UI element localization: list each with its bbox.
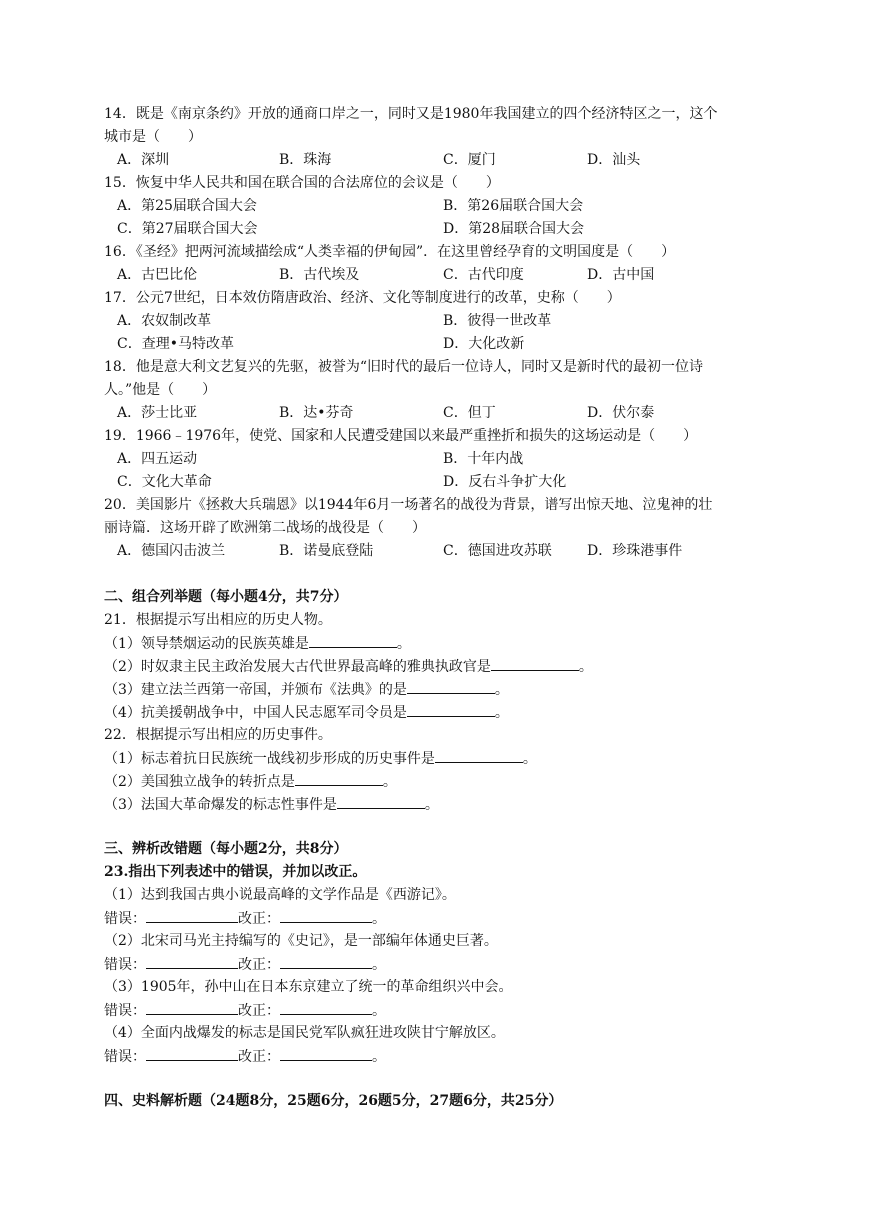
answer-blank[interactable] [407,703,495,717]
q20-option-c: C．德国进攻苏联 [443,543,552,559]
q17-option-c: C．查理•马特改革 [117,336,234,352]
q18-option-b: B．达•芬奇 [279,405,354,421]
q18-option-a: A．莎士比亚 [117,405,198,421]
correction-blank[interactable] [280,955,372,969]
q20-option-d: D．珍珠港事件 [587,543,683,559]
q16-option-c: C．古代印度 [443,267,524,283]
q19-option-c: C．文化大革命 [117,474,212,490]
question-14-line-1: 14．既是《南京条约》开放的通商口岸之一，同时又是1980年我国建立的四个经济特区之一，这个 [104,106,718,122]
question-17: 17．公元7世纪，日本效仿隋唐政治、经济、文化等制度进行的改革，史称（ ） [104,290,621,306]
error-blank[interactable] [146,1001,238,1015]
q23-answer-row: 错误： 改正： 。 [104,1049,386,1065]
question-20-line-1: 20．美国影片《拯救大兵瑞恩》以1944年6月一场著名的战役为背景，谱写出惊天地、泣鬼神的壮 [104,497,713,513]
question-19: 19．1966﹣1976年，使党、国家和人民遭受建国以来最严重挫折和损失的这场运动是（ ） [104,428,698,444]
q19-option-d: D．反右斗争扩大化 [443,474,567,490]
q21-item-1: （1）领导禁烟运动的民族英雄是 。 [104,636,411,652]
q16-option-b: B．古代埃及 [279,267,360,283]
answer-blank[interactable] [491,657,579,671]
q19-option-a: A．四五运动 [117,451,198,467]
q21-item-4: （4）抗美援朝战争中，中国人民志愿军司令员是 。 [104,705,509,721]
q19-option-b: B．十年内战 [443,451,524,467]
q23-item-4: （4）全面内战爆发的标志是国民党军队疯狂进攻陕甘宁解放区。 [104,1025,505,1041]
q17-option-a: A．农奴制改革 [117,313,212,329]
answer-blank[interactable] [435,749,523,763]
q15-option-b: B．第26届联合国大会 [443,198,584,214]
q21-item-3: （3）建立法兰西第一帝国，并颁布《法典》的是 。 [104,682,509,698]
q23-item-3: （3）1905年，孙中山在日本东京建立了统一的革命组织兴中会。 [104,979,513,995]
error-blank[interactable] [146,909,238,923]
question-18-line-1: 18．他是意大利文艺复兴的先驱，被誉为“旧时代的最后一位诗人，同时又是新时代的最初一位诗 [104,359,703,375]
q16-option-a: A．古巴比伦 [117,267,198,283]
q23-answer-row: 错误： 改正： 。 [104,1003,386,1019]
section-2-heading: 二、组合列举题（每小题4分，共7分） [104,589,348,605]
q23-answer-row: 错误： 改正： 。 [104,911,386,927]
q23-item-1: （1）达到我国古典小说最高峰的文学作品是《西游记》。 [104,887,456,903]
answer-blank[interactable] [309,634,397,648]
error-blank[interactable] [146,1047,238,1061]
q14-option-c: C．厦门 [443,152,496,168]
answer-blank[interactable] [407,680,495,694]
question-15: 15．恢复中华人民共和国在联合国的合法席位的会议是（ ） [104,175,500,191]
q15-option-d: D．第28届联合国大会 [443,221,585,237]
q14-option-b: B．珠海 [279,152,332,168]
q16-option-d: D．古中国 [587,267,655,283]
q17-option-b: B．彼得一世改革 [443,313,552,329]
question-23: 23.指出下列表述中的错误，并加以改正。 [104,864,367,880]
question-20-line-2: 丽诗篇．这场开辟了欧洲第二战场的战役是（ ） [104,520,426,536]
section-3-heading: 三、辨析改错题（每小题2分，共8分） [104,841,348,857]
q18-option-d: D．伏尔泰 [587,405,655,421]
q17-option-d: D．大化改新 [443,336,525,352]
question-16: 16．《圣经》把两河流域描绘成“人类幸福的伊甸园”．在这里曾经孕育的文明国度是（ ） [104,244,676,260]
q15-option-c: C．第27届联合国大会 [117,221,258,237]
q14-option-d: D．汕头 [587,152,641,168]
correction-blank[interactable] [280,909,372,923]
q23-answer-row: 错误： 改正： 。 [104,957,386,973]
question-21: 21．根据提示写出相应的历史人物。 [104,612,332,628]
q15-option-a: A．第25届联合国大会 [117,198,257,214]
question-18-line-2: 人。”他是（ ） [104,382,217,398]
q20-option-b: B．诺曼底登陆 [279,543,374,559]
correction-blank[interactable] [280,1047,372,1061]
question-22: 22．根据提示写出相应的历史事件。 [104,727,332,743]
q20-option-a: A．德国闪击波兰 [117,543,226,559]
answer-blank[interactable] [337,795,425,809]
q22-item-2: （2）美国独立战争的转折点是 。 [104,774,397,790]
q14-option-a: A．深圳 [117,152,170,168]
correction-blank[interactable] [280,1001,372,1015]
error-blank[interactable] [146,955,238,969]
q21-item-2: （2）时奴隶主民主政治发展大古代世界最高峰的雅典执政官是 。 [104,659,593,675]
answer-blank[interactable] [295,772,383,786]
question-14-line-2: 城市是（ ） [104,129,202,145]
q22-item-1: （1）标志着抗日民族统一战线初步形成的历史事件是 。 [104,751,537,767]
q22-item-3: （3）法国大革命爆发的标志性事件是 。 [104,797,439,813]
q23-item-2: （2）北宋司马光主持编写的《史记》，是一部编年体通史巨著。 [104,933,498,949]
q18-option-c: C．但丁 [443,405,496,421]
section-4-heading: 四、史料解析题（24题8分，25题6分，26题5分，27题6分，共25分） [104,1093,563,1109]
